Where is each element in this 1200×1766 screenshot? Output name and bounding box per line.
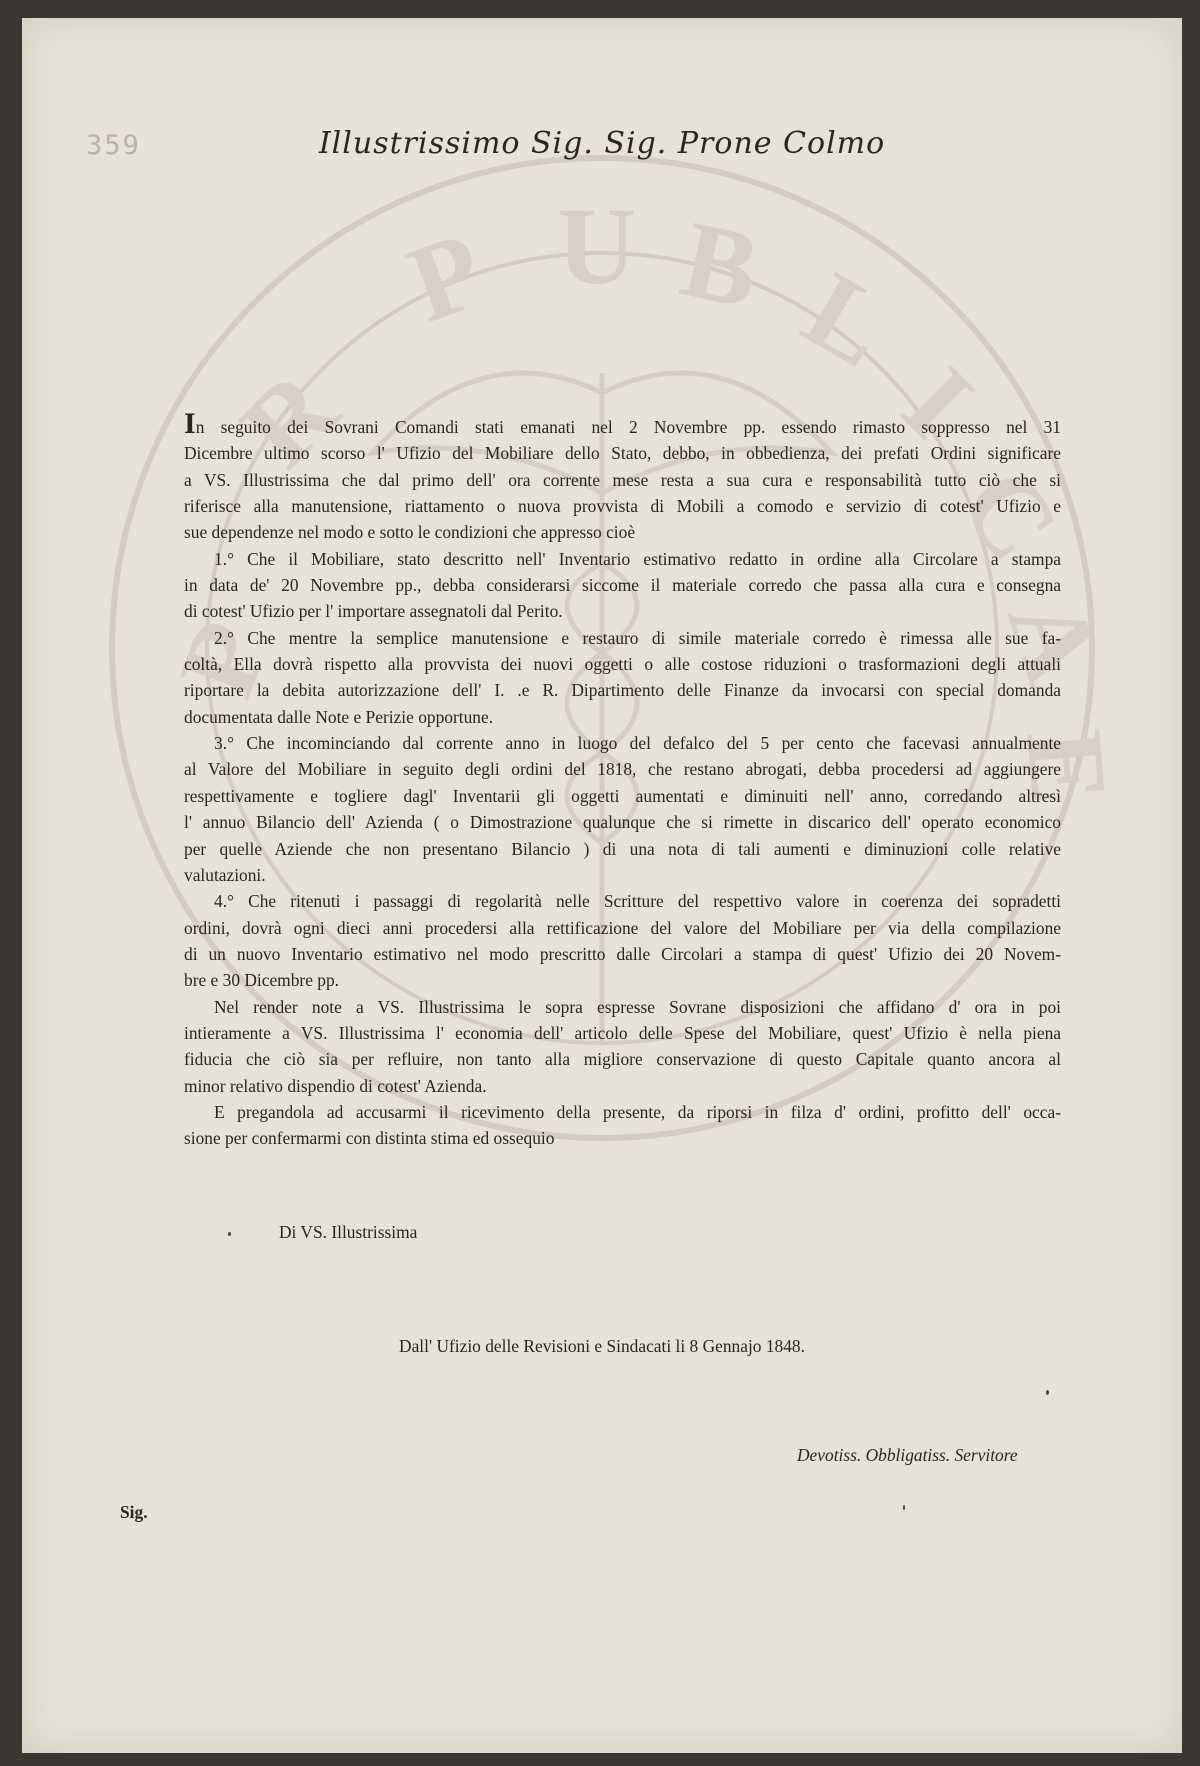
svg-text:E: E (1003, 724, 1132, 809)
body-line: minor relativo dispendio di cotest' Azienda. (184, 1075, 487, 1096)
body-line: riferisce alla manutensione, riattamento o nuova provvista di Mobili a comodo e servizio di cotest' Ufizio e (184, 496, 1061, 517)
document-sheet (22, 18, 1182, 1753)
body-line: riportare la debita autorizzazione dell' I. .e R. Dipartimento delle Finanze da invocarsi con special domanda (184, 680, 1061, 701)
body-line: per quelle Aziende che non presentano Bilancio ) di una nota di tali aumenti e diminuzioni colle relative (184, 838, 1061, 859)
svg-text:A: A (984, 582, 1125, 696)
body-line: intieramente a VS. Illustrissima l' economia dell' articolo delle Spese del Mobiliare, quest' Ufizio è nella piena (184, 1022, 1061, 1043)
body-line: Nel render note a VS. Illustrissima le sopra espresse Sovrane disposizioni che affidano d' ora in poi (214, 996, 1061, 1017)
body-line: 1.° Che il Mobiliare, stato descritto nell' Inventario estimativo redatto in ordine alla Circolare a stampa (214, 548, 1061, 569)
drop-cap: I (184, 407, 196, 440)
body-line: di cotest' Ufizio per l' importare assegnatoli dal Perito. (184, 601, 563, 622)
svg-text:C: C (937, 446, 1083, 582)
body-line: respettivamente e togliere dagl' Inventarii gli oggetti aumentati e diminuiti nell' anno, corredando altresì (184, 785, 1061, 806)
closing-formula: Di VS. Illustrissima (279, 1222, 418, 1242)
body-line: al Valore del Mobiliare in seguito degli ordini del 1818, che restano abrogati, debba procedersi ad aggiungere (184, 759, 1061, 780)
svg-text:B: B (672, 197, 770, 332)
body-line: 3.° Che incominciando dal corrente anno in luogo del defalco del 5 per cento che facevasi annualmente (214, 733, 1061, 754)
body-line: di un nuovo Inventario estimativo nel modo prescritto dalle Circolari a stampa di quest' Ufizio dei 20 Novem- (184, 943, 1061, 964)
body-line: E pregandola ad accusarmi il ricevimento della presente, da riporsi in filza d' ordini, profitto dell' occa- (214, 1101, 1061, 1122)
svg-text:U: U (557, 185, 637, 307)
svg-text:L: L (785, 248, 910, 391)
svg-text:P: P (154, 606, 293, 712)
body-line: 4.° Che ritenuti i passaggi di regolarità nelle Scritture del respettivo valore in coerenza dei sopradetti (214, 891, 1061, 912)
body-line: fiducia che ciò sia per refluire, non tanto alla migliore conservazione di questo Capitale quanto ancora al (184, 1049, 1061, 1070)
recipient-label: Sig. (120, 1502, 148, 1522)
body-line: bre e 30 Dicembre pp. (184, 970, 340, 991)
ink-speck (228, 1232, 231, 1236)
place-date-line: Dall' Ufizio delle Revisioni e Sindacati li 8 Gennajo 1848. (399, 1336, 805, 1356)
signature-line: Devotiss. Obbligatiss. Servitore (797, 1445, 1018, 1465)
body-line: in data de' 20 Novembre pp., debba considerarsi siccome il materiale corredo che passa alla cura e consegna (184, 575, 1061, 596)
svg-text:P: P (393, 207, 499, 346)
body-line: n seguito dei Sovrani Comandi stati emanati nel 2 Novembre pp. essendo rimasto soppresso nel 31 (195, 417, 1061, 437)
svg-text:I: I (880, 343, 997, 461)
salutation-heading: Illustrissimo Sig. Sig. Prone Colmo (318, 126, 886, 161)
body-line: valutazioni. (184, 864, 266, 885)
body-line: coltà, Ella dovrà rispetto alla provvista dei nuovi oggetti o alle costose riduzioni o trasformazioni degli attuali (184, 654, 1061, 675)
ink-speck (1046, 1390, 1049, 1395)
body-line: ordini, dovrà ogni dieci anni procedersi alla rettificazione del valore del Mobiliare per via della compilazione (184, 917, 1061, 938)
body-line: sue dependenze nel modo e sotto le condizioni che appresso cioè (184, 522, 636, 543)
body-line-first (184, 407, 1061, 440)
ink-speck (903, 1505, 905, 1510)
letter-body (184, 407, 1061, 1152)
body-line: l' annuo Bilancio dell' Azienda ( o Dimostrazione qualunque che si rimette in discarico dell' operato economico (184, 812, 1061, 833)
body-line: 2.° Che mentre la semplice manutensione e restauro di simile materiale corredo è rimessa alle sue fa- (214, 627, 1061, 648)
svg-text:R: R (217, 347, 361, 490)
body-line: Dicembre ultimo scorso l' Ufizio del Mobiliare dello Stato, debbo, in obbedienza, dei prefati Ordini significare (184, 443, 1061, 464)
body-line: sione per confermarmi con distinta stima ed ossequio (184, 1128, 555, 1149)
archive-number: 359 (86, 130, 141, 161)
body-line: a VS. Illustrissima che dal primo dell' ora corrente mese resta a sua cura e responsabilità tutto ciò che si (184, 469, 1061, 490)
body-line: documentata dalle Note e Perizie opportune. (184, 706, 494, 727)
